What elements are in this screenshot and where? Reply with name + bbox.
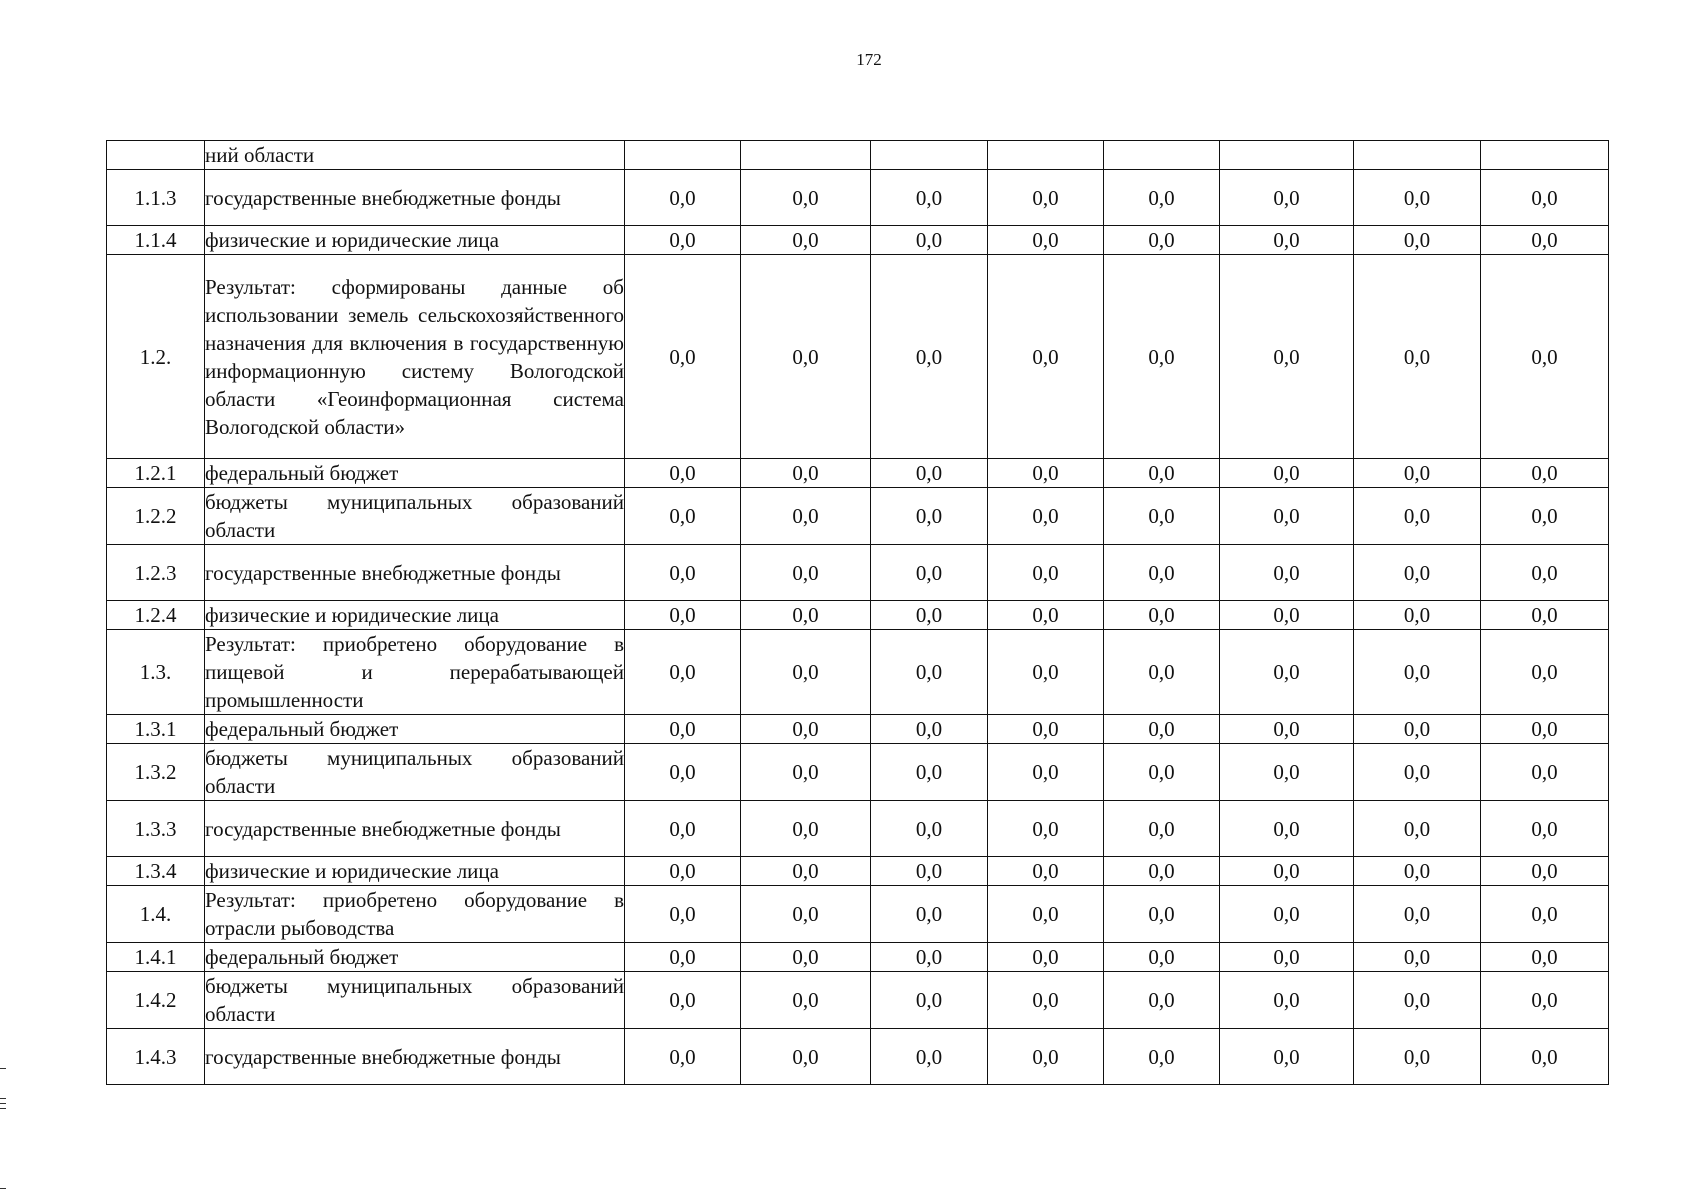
- value-cell: 0,0: [1220, 886, 1354, 943]
- value-cell: 0,0: [871, 630, 988, 715]
- value-cell: [1481, 141, 1609, 170]
- value-cell: 0,0: [1481, 459, 1609, 488]
- row-name: государственные внебюджетные фонды: [205, 170, 625, 226]
- value-cell: 0,0: [1104, 1029, 1220, 1085]
- value-cell: 0,0: [1220, 601, 1354, 630]
- row-code: 1.2.: [107, 255, 205, 459]
- row-name: ний области: [205, 141, 625, 170]
- value-cell: 0,0: [1481, 801, 1609, 857]
- value-cell: 0,0: [871, 886, 988, 943]
- value-cell: 0,0: [741, 226, 871, 255]
- value-cell: 0,0: [1481, 545, 1609, 601]
- value-cell: 0,0: [1354, 972, 1481, 1029]
- value-cell: 0,0: [988, 1029, 1104, 1085]
- value-cell: 0,0: [1220, 170, 1354, 226]
- table-row: [107, 255, 1609, 459]
- value-cell: 0,0: [1220, 459, 1354, 488]
- row-name: бюджеты муниципальных образований области: [205, 744, 625, 801]
- value-cell: 0,0: [1481, 886, 1609, 943]
- value-cell: 0,0: [1481, 170, 1609, 226]
- value-cell: 0,0: [625, 226, 741, 255]
- value-cell: 0,0: [988, 744, 1104, 801]
- value-cell: 0,0: [1354, 545, 1481, 601]
- row-code: 1.3.: [107, 630, 205, 715]
- table-row: [107, 601, 1609, 630]
- value-cell: 0,0: [1481, 1029, 1609, 1085]
- value-cell: 0,0: [1354, 488, 1481, 545]
- value-cell: 0,0: [871, 601, 988, 630]
- value-cell: 0,0: [1354, 857, 1481, 886]
- margin-mark: [0, 1068, 6, 1069]
- value-cell: 0,0: [871, 488, 988, 545]
- table-row: [107, 744, 1609, 801]
- value-cell: 0,0: [625, 170, 741, 226]
- value-cell: 0,0: [1104, 943, 1220, 972]
- value-cell: 0,0: [1481, 857, 1609, 886]
- row-code: 1.4.2: [107, 972, 205, 1029]
- value-cell: 0,0: [1220, 630, 1354, 715]
- value-cell: 0,0: [1481, 972, 1609, 1029]
- value-cell: 0,0: [741, 801, 871, 857]
- value-cell: 0,0: [625, 857, 741, 886]
- value-cell: 0,0: [741, 488, 871, 545]
- value-cell: [1354, 141, 1481, 170]
- value-cell: 0,0: [1104, 972, 1220, 1029]
- value-cell: 0,0: [988, 488, 1104, 545]
- value-cell: 0,0: [1220, 545, 1354, 601]
- value-cell: 0,0: [741, 857, 871, 886]
- value-cell: 0,0: [871, 1029, 988, 1085]
- value-cell: 0,0: [988, 630, 1104, 715]
- value-cell: 0,0: [871, 857, 988, 886]
- row-name: Результат: приобретено оборудование в отрасли рыбоводства: [205, 886, 625, 943]
- row-code: 1.2.1: [107, 459, 205, 488]
- value-cell: 0,0: [1481, 226, 1609, 255]
- value-cell: 0,0: [1354, 255, 1481, 459]
- row-name: бюджеты муниципальных образований области: [205, 972, 625, 1029]
- table-row: [107, 972, 1609, 1029]
- value-cell: 0,0: [988, 226, 1104, 255]
- value-cell: 0,0: [1354, 459, 1481, 488]
- value-cell: [1104, 141, 1220, 170]
- value-cell: 0,0: [871, 459, 988, 488]
- value-cell: 0,0: [1104, 488, 1220, 545]
- value-cell: [741, 141, 871, 170]
- value-cell: 0,0: [741, 744, 871, 801]
- value-cell: 0,0: [1220, 857, 1354, 886]
- row-name: федеральный бюджет: [205, 715, 625, 744]
- value-cell: 0,0: [1220, 1029, 1354, 1085]
- table-row: [107, 488, 1609, 545]
- value-cell: 0,0: [871, 226, 988, 255]
- value-cell: 0,0: [741, 1029, 871, 1085]
- row-name: государственные внебюджетные фонды: [205, 545, 625, 601]
- value-cell: 0,0: [1104, 857, 1220, 886]
- value-cell: 0,0: [871, 255, 988, 459]
- margin-mark: [0, 1103, 6, 1104]
- value-cell: 0,0: [1481, 744, 1609, 801]
- table-row: [107, 801, 1609, 857]
- row-code: 1.1.3: [107, 170, 205, 226]
- value-cell: [625, 141, 741, 170]
- row-code: 1.4.3: [107, 1029, 205, 1085]
- value-cell: 0,0: [1354, 801, 1481, 857]
- value-cell: 0,0: [741, 972, 871, 1029]
- value-cell: 0,0: [741, 886, 871, 943]
- table-row: [107, 226, 1609, 255]
- row-name: государственные внебюджетные фонды: [205, 801, 625, 857]
- value-cell: 0,0: [1104, 744, 1220, 801]
- value-cell: 0,0: [1220, 972, 1354, 1029]
- value-cell: 0,0: [1354, 601, 1481, 630]
- value-cell: 0,0: [988, 459, 1104, 488]
- value-cell: 0,0: [871, 545, 988, 601]
- table-row: [107, 545, 1609, 601]
- row-name: Результат: приобретено оборудование в пищевой и перерабатывающей промышленности: [205, 630, 625, 715]
- value-cell: 0,0: [1104, 226, 1220, 255]
- row-code: 1.2.2: [107, 488, 205, 545]
- row-code: 1.3.3: [107, 801, 205, 857]
- value-cell: 0,0: [871, 744, 988, 801]
- margin-mark: [0, 1098, 6, 1099]
- value-cell: 0,0: [871, 801, 988, 857]
- table-row: [107, 715, 1609, 744]
- value-cell: 0,0: [1354, 630, 1481, 715]
- value-cell: 0,0: [1220, 744, 1354, 801]
- value-cell: 0,0: [1354, 226, 1481, 255]
- row-name: Результат: сформированы данные об использовании земель сельскохозяйственного назначения для включения в государственную информационную систему Вологодской области «Геоинформационная система Вологодской области»: [205, 255, 625, 459]
- value-cell: 0,0: [1354, 744, 1481, 801]
- value-cell: 0,0: [625, 886, 741, 943]
- value-cell: 0,0: [871, 715, 988, 744]
- value-cell: 0,0: [1104, 886, 1220, 943]
- row-code: 1.4.: [107, 886, 205, 943]
- value-cell: 0,0: [1220, 801, 1354, 857]
- value-cell: 0,0: [625, 943, 741, 972]
- value-cell: 0,0: [1354, 715, 1481, 744]
- value-cell: 0,0: [1220, 488, 1354, 545]
- value-cell: 0,0: [1220, 943, 1354, 972]
- value-cell: [871, 141, 988, 170]
- value-cell: 0,0: [741, 459, 871, 488]
- value-cell: 0,0: [1354, 943, 1481, 972]
- value-cell: 0,0: [1481, 488, 1609, 545]
- value-cell: 0,0: [625, 972, 741, 1029]
- value-cell: 0,0: [1481, 255, 1609, 459]
- table-row: [107, 857, 1609, 886]
- value-cell: 0,0: [625, 255, 741, 459]
- value-cell: 0,0: [1481, 943, 1609, 972]
- value-cell: 0,0: [1481, 715, 1609, 744]
- value-cell: 0,0: [988, 886, 1104, 943]
- value-cell: 0,0: [988, 943, 1104, 972]
- margin-mark: [0, 1108, 6, 1109]
- value-cell: 0,0: [741, 545, 871, 601]
- value-cell: 0,0: [1104, 170, 1220, 226]
- value-cell: 0,0: [1104, 459, 1220, 488]
- row-code: 1.2.3: [107, 545, 205, 601]
- row-code: 1.2.4: [107, 601, 205, 630]
- row-name: физические и юридические лица: [205, 601, 625, 630]
- value-cell: 0,0: [988, 801, 1104, 857]
- margin-mark: [0, 1188, 6, 1189]
- value-cell: 0,0: [1220, 226, 1354, 255]
- table-row: [107, 886, 1609, 943]
- value-cell: 0,0: [625, 801, 741, 857]
- value-cell: 0,0: [1481, 601, 1609, 630]
- row-name: бюджеты муниципальных образований области: [205, 488, 625, 545]
- value-cell: 0,0: [1104, 601, 1220, 630]
- value-cell: [1220, 141, 1354, 170]
- value-cell: 0,0: [1481, 630, 1609, 715]
- table-row: [107, 141, 1609, 170]
- row-code: 1.3.1: [107, 715, 205, 744]
- value-cell: 0,0: [1354, 1029, 1481, 1085]
- value-cell: 0,0: [1104, 545, 1220, 601]
- value-cell: 0,0: [741, 715, 871, 744]
- page-number: 172: [856, 50, 882, 69]
- value-cell: 0,0: [1354, 170, 1481, 226]
- value-cell: 0,0: [988, 170, 1104, 226]
- value-cell: 0,0: [988, 715, 1104, 744]
- row-name: физические и юридические лица: [205, 857, 625, 886]
- value-cell: 0,0: [988, 255, 1104, 459]
- value-cell: 0,0: [871, 943, 988, 972]
- value-cell: 0,0: [988, 601, 1104, 630]
- value-cell: 0,0: [741, 943, 871, 972]
- table-body: [107, 141, 1609, 1085]
- value-cell: 0,0: [1104, 255, 1220, 459]
- row-name: государственные внебюджетные фонды: [205, 1029, 625, 1085]
- value-cell: 0,0: [625, 459, 741, 488]
- row-code: 1.1.4: [107, 226, 205, 255]
- value-cell: 0,0: [1104, 801, 1220, 857]
- table-row: [107, 630, 1609, 715]
- row-code: 1.4.1: [107, 943, 205, 972]
- value-cell: 0,0: [988, 972, 1104, 1029]
- row-name: федеральный бюджет: [205, 459, 625, 488]
- value-cell: 0,0: [625, 488, 741, 545]
- value-cell: 0,0: [625, 715, 741, 744]
- row-code: 1.3.2: [107, 744, 205, 801]
- row-code: [107, 141, 205, 170]
- value-cell: 0,0: [625, 545, 741, 601]
- value-cell: 0,0: [1104, 715, 1220, 744]
- table-row: [107, 170, 1609, 226]
- value-cell: 0,0: [625, 744, 741, 801]
- value-cell: 0,0: [625, 601, 741, 630]
- value-cell: 0,0: [1104, 630, 1220, 715]
- value-cell: 0,0: [871, 170, 988, 226]
- value-cell: 0,0: [871, 972, 988, 1029]
- value-cell: 0,0: [625, 630, 741, 715]
- value-cell: 0,0: [988, 857, 1104, 886]
- value-cell: 0,0: [625, 1029, 741, 1085]
- row-name: федеральный бюджет: [205, 943, 625, 972]
- value-cell: 0,0: [988, 545, 1104, 601]
- value-cell: 0,0: [1220, 715, 1354, 744]
- value-cell: 0,0: [741, 630, 871, 715]
- value-cell: 0,0: [741, 255, 871, 459]
- value-cell: 0,0: [1354, 886, 1481, 943]
- value-cell: 0,0: [741, 601, 871, 630]
- table-row: [107, 1029, 1609, 1085]
- table-row: [107, 459, 1609, 488]
- row-name: физические и юридические лица: [205, 226, 625, 255]
- value-cell: [988, 141, 1104, 170]
- table-row: [107, 943, 1609, 972]
- value-cell: 0,0: [741, 170, 871, 226]
- value-cell: 0,0: [1220, 255, 1354, 459]
- row-code: 1.3.4: [107, 857, 205, 886]
- budget-table: [106, 140, 1609, 1085]
